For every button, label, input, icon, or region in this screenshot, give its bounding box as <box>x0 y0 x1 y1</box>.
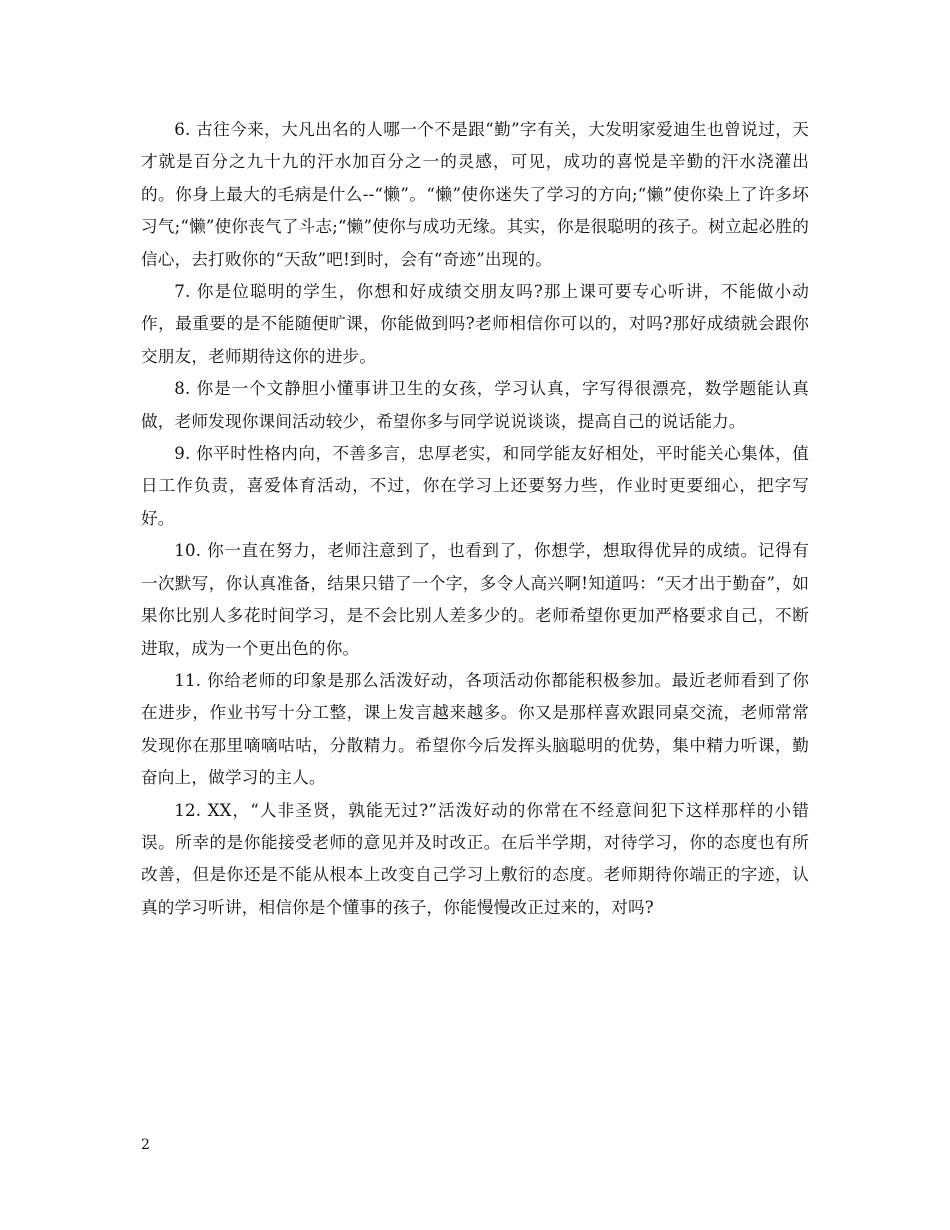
page-number: 2 <box>141 1137 150 1153</box>
paragraph-7: 7. 你是位聪明的学生，你想和好成绩交朋友吗?那上课可要专心听讲，不能做小动作，最重要的是不能随便旷课，你能做到吗?老师相信你可以的，对吗?那好成绩就会跟你交朋友，老师期待这你的进步。 <box>141 282 809 366</box>
paragraph-9: 9. 你平时性格内向，不善多言，忠厚老实，和同学能友好相处，平时能关心集体，值日工作负责，喜爱体育活动，不过，你在学习上还要努力些，作业时更要细心，把字写好。 <box>141 444 809 528</box>
paragraph-6: 6. 古往今来，大凡出名的人哪一个不是跟“勤”字有关，大发明家爱迪生也曾说过，天才就是百分之九十九的汗水加百分之一的灵感，可见，成功的喜悦是辛勤的汗水浇灌出的。你身上最大的毛病是什么--“懒”。“懒”使你迷失了学习的方向;“懒”使你染上了许多坏习气;“懒”使你丧气了斗志;“懒”使你与成功无缘。其实，你是很聪明的孩子。树立起必胜的信心，去打败你的“天敌”吧!到时，会有“奇迹”出现的。 <box>141 120 809 269</box>
paragraph-10: 10. 你一直在努力，老师注意到了，也看到了，你想学，想取得优异的成绩。记得有一次默写，你认真准备，结果只错了一个字，多令人高兴啊!知道吗：“天才出于勤奋”，如果你比别人多花时间学习，是不会比别人差多少的。老师希望你更加严格要求自己，不断进取，成为一个更出色的你。 <box>141 541 809 658</box>
document-body <box>141 114 809 924</box>
paragraph-8: 8. 你是一个文静胆小懂事讲卫生的女孩，学习认真，字写得很漂亮，数学题能认真做，老师发现你课间活动较少，希望你多与同学说说谈谈，提高自己的说话能力。 <box>141 379 809 431</box>
paragraph-12: 12. XX，“人非圣贤，孰能无过?”活泼好动的你常在不经意间犯下这样那样的小错误。所幸的是你能接受老师的意见并及时改正。在后半学期，对待学习，你的态度也有所改善，但是你还是不能从根本上改变自己学习上敷衍的态度。老师期待你端正的字迹，认真的学习听讲，相信你是个懂事的孩子，你能慢慢改正过来的，对吗? <box>141 800 809 917</box>
paragraph-11: 11. 你给老师的印象是那么活泼好动，各项活动你都能积极参加。最近老师看到了你在进步，作业书写十分工整，课上发言越来越多。你又是那样喜欢跟同桌交流，老师常常发现你在那里嘀嘀咕咕，分散精力。希望你今后发挥头脑聪明的优势，集中精力听课，勤奋向上，做学习的主人。 <box>141 670 809 788</box>
